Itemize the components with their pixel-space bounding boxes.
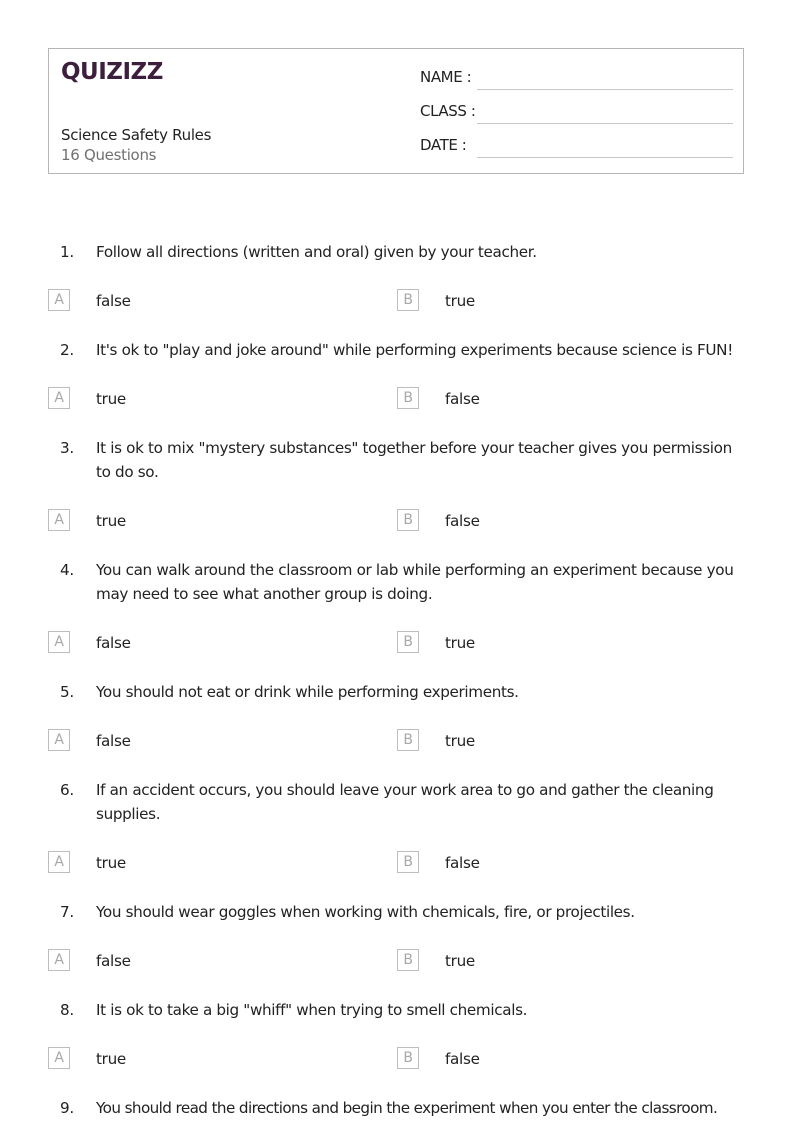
option-text: true — [96, 1050, 126, 1068]
option-letter-box[interactable]: A — [48, 387, 70, 409]
option-text: false — [96, 634, 131, 652]
class-field[interactable] — [420, 100, 733, 124]
question-text: If an accident occurs, you should leave your work area to go and gather the cleaning supplies. — [96, 781, 714, 823]
question-number: 9. — [60, 1099, 74, 1117]
date-field[interactable] — [420, 134, 733, 158]
question-number: 4. — [60, 561, 74, 579]
question-count: 16 Questions — [61, 146, 157, 164]
quizizz-logo: QUIZIZZ — [61, 59, 163, 85]
option-text: true — [445, 952, 475, 970]
class-label: CLASS : — [420, 102, 476, 120]
question-number: 8. — [60, 1001, 74, 1019]
name-line[interactable] — [477, 89, 733, 90]
option-text: false — [445, 1050, 480, 1068]
option-text: true — [96, 512, 126, 530]
option-text: true — [445, 732, 475, 750]
option-letter-box[interactable]: B — [397, 729, 419, 751]
question-text: It is ok to mix "mystery substances" together before your teacher gives you permission to do so. — [96, 439, 732, 481]
worksheet-title: Science Safety Rules — [61, 126, 212, 144]
option-text: true — [445, 634, 475, 652]
option-letter-box[interactable]: A — [48, 289, 70, 311]
option-letter-box[interactable]: B — [397, 851, 419, 873]
question-text: It's ok to "play and joke around" while performing experiments because science is FUN! — [96, 341, 733, 359]
option-text: false — [445, 390, 480, 408]
question-number: 7. — [60, 903, 74, 921]
option-letter-box[interactable]: B — [397, 509, 419, 531]
option-letter-box[interactable]: B — [397, 1047, 419, 1069]
option-text: true — [96, 854, 126, 872]
date-label: DATE : — [420, 136, 467, 154]
option-text: false — [96, 732, 131, 750]
name-label: NAME : — [420, 68, 472, 86]
class-line[interactable] — [477, 123, 733, 124]
option-letter-box[interactable]: A — [48, 509, 70, 531]
question-text: You should wear goggles when working with chemicals, fire, or projectiles. — [96, 903, 635, 921]
question-number: 3. — [60, 439, 74, 457]
question-text: Follow all directions (written and oral) given by your teacher. — [96, 243, 537, 261]
option-letter-box[interactable]: A — [48, 631, 70, 653]
date-line[interactable] — [477, 157, 733, 158]
option-letter-box[interactable]: B — [397, 949, 419, 971]
question-number: 2. — [60, 341, 74, 359]
question-text: You should read the directions and begin the experiment when you enter the classroom. — [96, 1099, 718, 1117]
worksheet-header — [48, 48, 744, 174]
option-letter-box[interactable]: B — [397, 631, 419, 653]
option-letter-box[interactable]: A — [48, 729, 70, 751]
option-letter-box[interactable]: B — [397, 387, 419, 409]
option-letter-box[interactable]: B — [397, 289, 419, 311]
option-text: false — [445, 512, 480, 530]
option-text: true — [445, 292, 475, 310]
name-field[interactable] — [420, 66, 733, 90]
option-text: false — [96, 292, 131, 310]
question-text: You can walk around the classroom or lab while performing an experiment because you may need to see what another group is doing. — [96, 561, 734, 603]
question-number: 6. — [60, 781, 74, 799]
option-letter-box[interactable]: A — [48, 851, 70, 873]
option-letter-box[interactable]: A — [48, 1047, 70, 1069]
option-text: false — [96, 952, 131, 970]
option-letter-box[interactable]: A — [48, 949, 70, 971]
option-text: false — [445, 854, 480, 872]
question-text: You should not eat or drink while performing experiments. — [96, 683, 519, 701]
question-text: It is ok to take a big "whiff" when trying to smell chemicals. — [96, 1001, 528, 1019]
option-text: true — [96, 390, 126, 408]
question-number: 5. — [60, 683, 74, 701]
question-number: 1. — [60, 243, 74, 261]
